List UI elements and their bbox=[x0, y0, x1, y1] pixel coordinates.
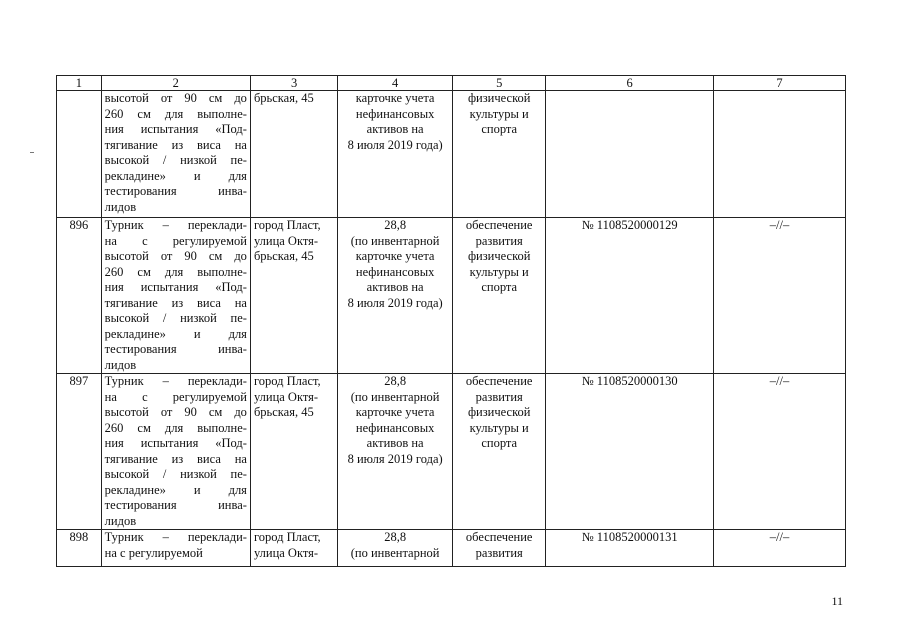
cell-line: активов на bbox=[366, 436, 424, 450]
cell-line: обеспечение bbox=[465, 374, 533, 388]
cell-line: брьская, 45 bbox=[253, 249, 314, 263]
inventory-number-cell: № 1108520000131 bbox=[546, 530, 714, 567]
row-number-cell: 898 bbox=[57, 530, 102, 567]
cell-line: высотой от 90 см до bbox=[104, 405, 247, 419]
address-cell bbox=[250, 91, 337, 218]
cell-line: 260 см для выполне- bbox=[104, 106, 247, 121]
cell-line: на с регулируемой bbox=[104, 545, 203, 560]
item-name-cell bbox=[101, 218, 250, 374]
cell-line: карточке учета bbox=[355, 405, 435, 419]
cell-line: город Пласт, bbox=[253, 374, 321, 388]
cell-line: культуры и bbox=[469, 106, 529, 121]
cell-line: развития bbox=[475, 233, 523, 248]
cell-line: 260 см для выполне- bbox=[104, 264, 247, 279]
cell-line: на с регулируемой bbox=[104, 233, 247, 248]
cell-line: тягивание из виса на bbox=[104, 451, 247, 466]
cell-line: активов на bbox=[366, 280, 424, 294]
cell-line: нефинансовых bbox=[355, 420, 435, 435]
cell-line: ния испытания «Под- bbox=[104, 436, 247, 450]
cell-line: физической bbox=[467, 249, 531, 263]
cell-line: тягивание из виса на bbox=[104, 295, 247, 310]
cell-line: (по инвентарной bbox=[350, 389, 440, 404]
cell-line: нефинансовых bbox=[355, 106, 435, 121]
cell-line: брьская, 45 bbox=[253, 405, 314, 419]
table-row bbox=[57, 374, 846, 530]
note-cell: –//– bbox=[713, 530, 845, 567]
cell-line: (по инвентарной bbox=[350, 545, 440, 560]
table-row bbox=[57, 218, 846, 374]
cell-line: обеспечение bbox=[465, 530, 533, 544]
value-cell bbox=[338, 530, 453, 567]
cell-line: ния испытания «Под- bbox=[104, 122, 247, 136]
cell-line: город Пласт, bbox=[253, 530, 321, 544]
cell-line: 8 июля 2019 года) bbox=[347, 451, 443, 466]
inventory-number-cell: № 1108520000129 bbox=[546, 218, 714, 374]
cell-line: Турник – переклади- bbox=[104, 530, 247, 544]
cell-line: ния испытания «Под- bbox=[104, 280, 247, 294]
cell-line: рекладине» и для bbox=[104, 168, 247, 183]
cell-line: рекладине» и для bbox=[104, 326, 247, 341]
cell-line: физической bbox=[467, 405, 531, 419]
cell-line: активов на bbox=[366, 122, 424, 136]
cell-line: высокой / низкой пе- bbox=[104, 467, 247, 481]
cell-line: тестирования инва- bbox=[104, 498, 247, 512]
purpose-cell bbox=[453, 91, 546, 218]
address-cell bbox=[250, 530, 337, 567]
item-name-cell bbox=[101, 374, 250, 530]
cell-line: культуры и bbox=[469, 264, 529, 279]
column-header: 7 bbox=[713, 76, 845, 91]
purpose-cell bbox=[453, 530, 546, 567]
address-cell bbox=[250, 374, 337, 530]
item-name-cell bbox=[101, 91, 250, 218]
item-name-cell bbox=[101, 530, 250, 567]
cell-line: высотой от 90 см до bbox=[104, 91, 247, 105]
cell-line: 260 см для выполне- bbox=[104, 420, 247, 435]
page-number: 11 bbox=[831, 594, 843, 608]
cell-line: тестирования инва- bbox=[104, 184, 247, 198]
cell-line: Турник – переклади- bbox=[104, 374, 247, 388]
cell-line: тягивание из виса на bbox=[104, 137, 247, 152]
column-header: 6 bbox=[546, 76, 714, 91]
cell-line: спорта bbox=[481, 436, 518, 450]
column-header: 3 bbox=[250, 76, 337, 91]
note-cell: –//– bbox=[713, 374, 845, 530]
cell-line: спорта bbox=[481, 280, 518, 294]
cell-line: Турник – переклади- bbox=[104, 218, 247, 232]
cell-line: физической bbox=[467, 91, 531, 105]
cell-line: обеспечение bbox=[465, 218, 533, 232]
cell-line: карточке учета bbox=[355, 91, 435, 105]
cell-line: 28,8 bbox=[384, 374, 407, 388]
table-row bbox=[57, 530, 846, 567]
value-cell bbox=[338, 374, 453, 530]
column-header: 4 bbox=[338, 76, 453, 91]
cell-line: спорта bbox=[481, 122, 518, 136]
cell-line: культуры и bbox=[469, 420, 529, 435]
value-cell bbox=[338, 91, 453, 218]
row-number-cell bbox=[57, 91, 102, 218]
inventory-number-cell: № 1108520000130 bbox=[546, 374, 714, 530]
cell-line: на с регулируемой bbox=[104, 389, 247, 404]
cell-line: развития bbox=[475, 389, 523, 404]
property-register-table bbox=[56, 75, 846, 567]
row-number-cell: 897 bbox=[57, 374, 102, 530]
note-cell: –//– bbox=[713, 218, 845, 374]
cell-line: улица Октя- bbox=[253, 389, 319, 404]
cell-line: город Пласт, bbox=[253, 218, 321, 232]
cell-line: развития bbox=[475, 545, 523, 560]
cell-line: лидов bbox=[104, 513, 137, 528]
cell-line: 28,8 bbox=[384, 218, 407, 232]
cell-line: лидов bbox=[104, 357, 137, 372]
column-header: 2 bbox=[101, 76, 250, 91]
cell-line: высотой от 90 см до bbox=[104, 249, 247, 263]
cell-line: лидов bbox=[104, 199, 137, 214]
margin-mark bbox=[30, 152, 34, 153]
cell-line: улица Октя- bbox=[253, 545, 319, 560]
inventory-number-cell bbox=[546, 91, 714, 218]
column-header: 5 bbox=[453, 76, 546, 91]
row-number-cell: 896 bbox=[57, 218, 102, 374]
cell-line: тестирования инва- bbox=[104, 342, 247, 356]
table-header-row bbox=[57, 76, 846, 91]
table-row bbox=[57, 91, 846, 218]
cell-line: нефинансовых bbox=[355, 264, 435, 279]
cell-line: улица Октя- bbox=[253, 233, 319, 248]
cell-line: (по инвентарной bbox=[350, 233, 440, 248]
cell-line: 28,8 bbox=[384, 530, 407, 544]
column-header: 1 bbox=[57, 76, 102, 91]
purpose-cell bbox=[453, 374, 546, 530]
cell-line: высокой / низкой пе- bbox=[104, 311, 247, 325]
cell-line: высокой / низкой пе- bbox=[104, 153, 247, 167]
cell-line: карточке учета bbox=[355, 249, 435, 263]
note-cell bbox=[713, 91, 845, 218]
address-cell bbox=[250, 218, 337, 374]
cell-line: 8 июля 2019 года) bbox=[347, 295, 443, 310]
cell-line: рекладине» и для bbox=[104, 482, 247, 497]
cell-line: 8 июля 2019 года) bbox=[347, 137, 443, 152]
purpose-cell bbox=[453, 218, 546, 374]
cell-line: брьская, 45 bbox=[253, 91, 314, 105]
value-cell bbox=[338, 218, 453, 374]
